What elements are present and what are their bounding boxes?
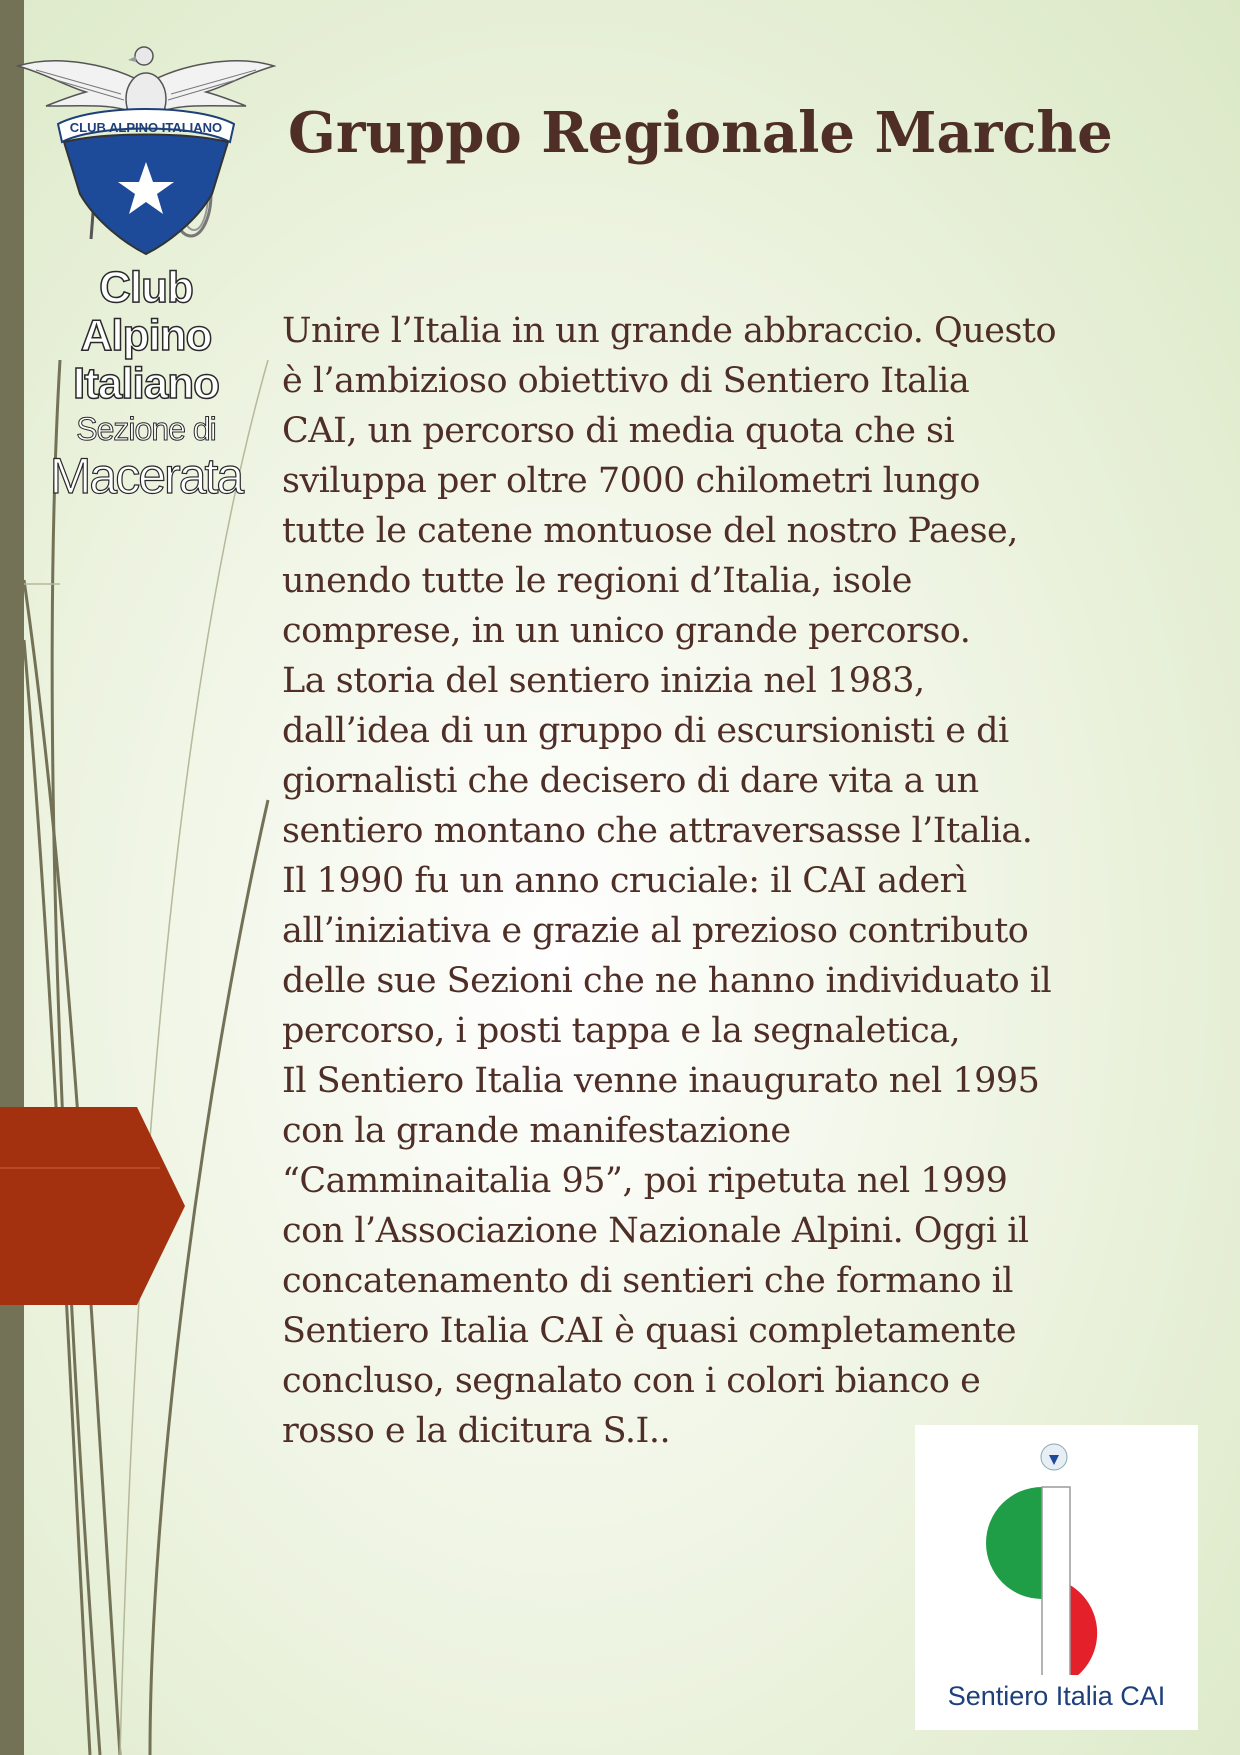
sentiero-italia-mark bbox=[915, 1425, 1198, 1675]
emblem-banner-text: CLUB ALPINO ITALIANO bbox=[69, 120, 223, 135]
sentiero-italia-logo bbox=[915, 1425, 1198, 1730]
club-name bbox=[16, 264, 276, 504]
body-paragraph: Unire l’Italia in un grande abbraccio. Questo è l’ambizioso obiettivo di Sentiero Italia CAI, un percorso di media quota che si sviluppa per oltre 7000 chilometri lungo tutte le catene montuose del nostro Paese, unendo tutte le regioni d’Italia, isole comprese, in un unico grande percorso. La storia del sentiero inizia nel 1983, dall’idea di un gruppo di escursionisti e di giornalisti che decisero di dare vita a un sentiero montano che attraversasse l’Italia. Il 1990 fu un anno cruciale: il CAI aderì all’iniziativa e grazie al prezioso contributo delle sue Sezioni che ne hanno individuato il percorso, i posti tappa e la segnaletica, Il Sentiero Italia venne inaugurato nel 1995 con la grande manifestazione “Camminaitalia 95”, poi ripetuta nel 1999 con l’Associazione Nazionale Alpini. Oggi il concatenamento di sentieri che formano il Sentiero Italia CAI è quasi completamente concluso, segnalato con i colori bianco e rosso e la dicitura S.I.. bbox=[282, 311, 1057, 1451]
eagle-shield-emblem bbox=[16, 44, 276, 264]
club-line-3: Italiano bbox=[72, 359, 220, 408]
club-logo-block bbox=[16, 44, 276, 514]
city-name: Macerata bbox=[49, 448, 243, 504]
sezione-label: Sezione di bbox=[76, 411, 216, 447]
club-line-1: Club bbox=[99, 263, 193, 312]
sentiero-italia-caption: Sentiero Italia CAI bbox=[947, 1681, 1166, 1711]
page-title: Gruppo Regionale Marche bbox=[288, 100, 1113, 166]
club-line-2: Alpino bbox=[80, 311, 212, 360]
